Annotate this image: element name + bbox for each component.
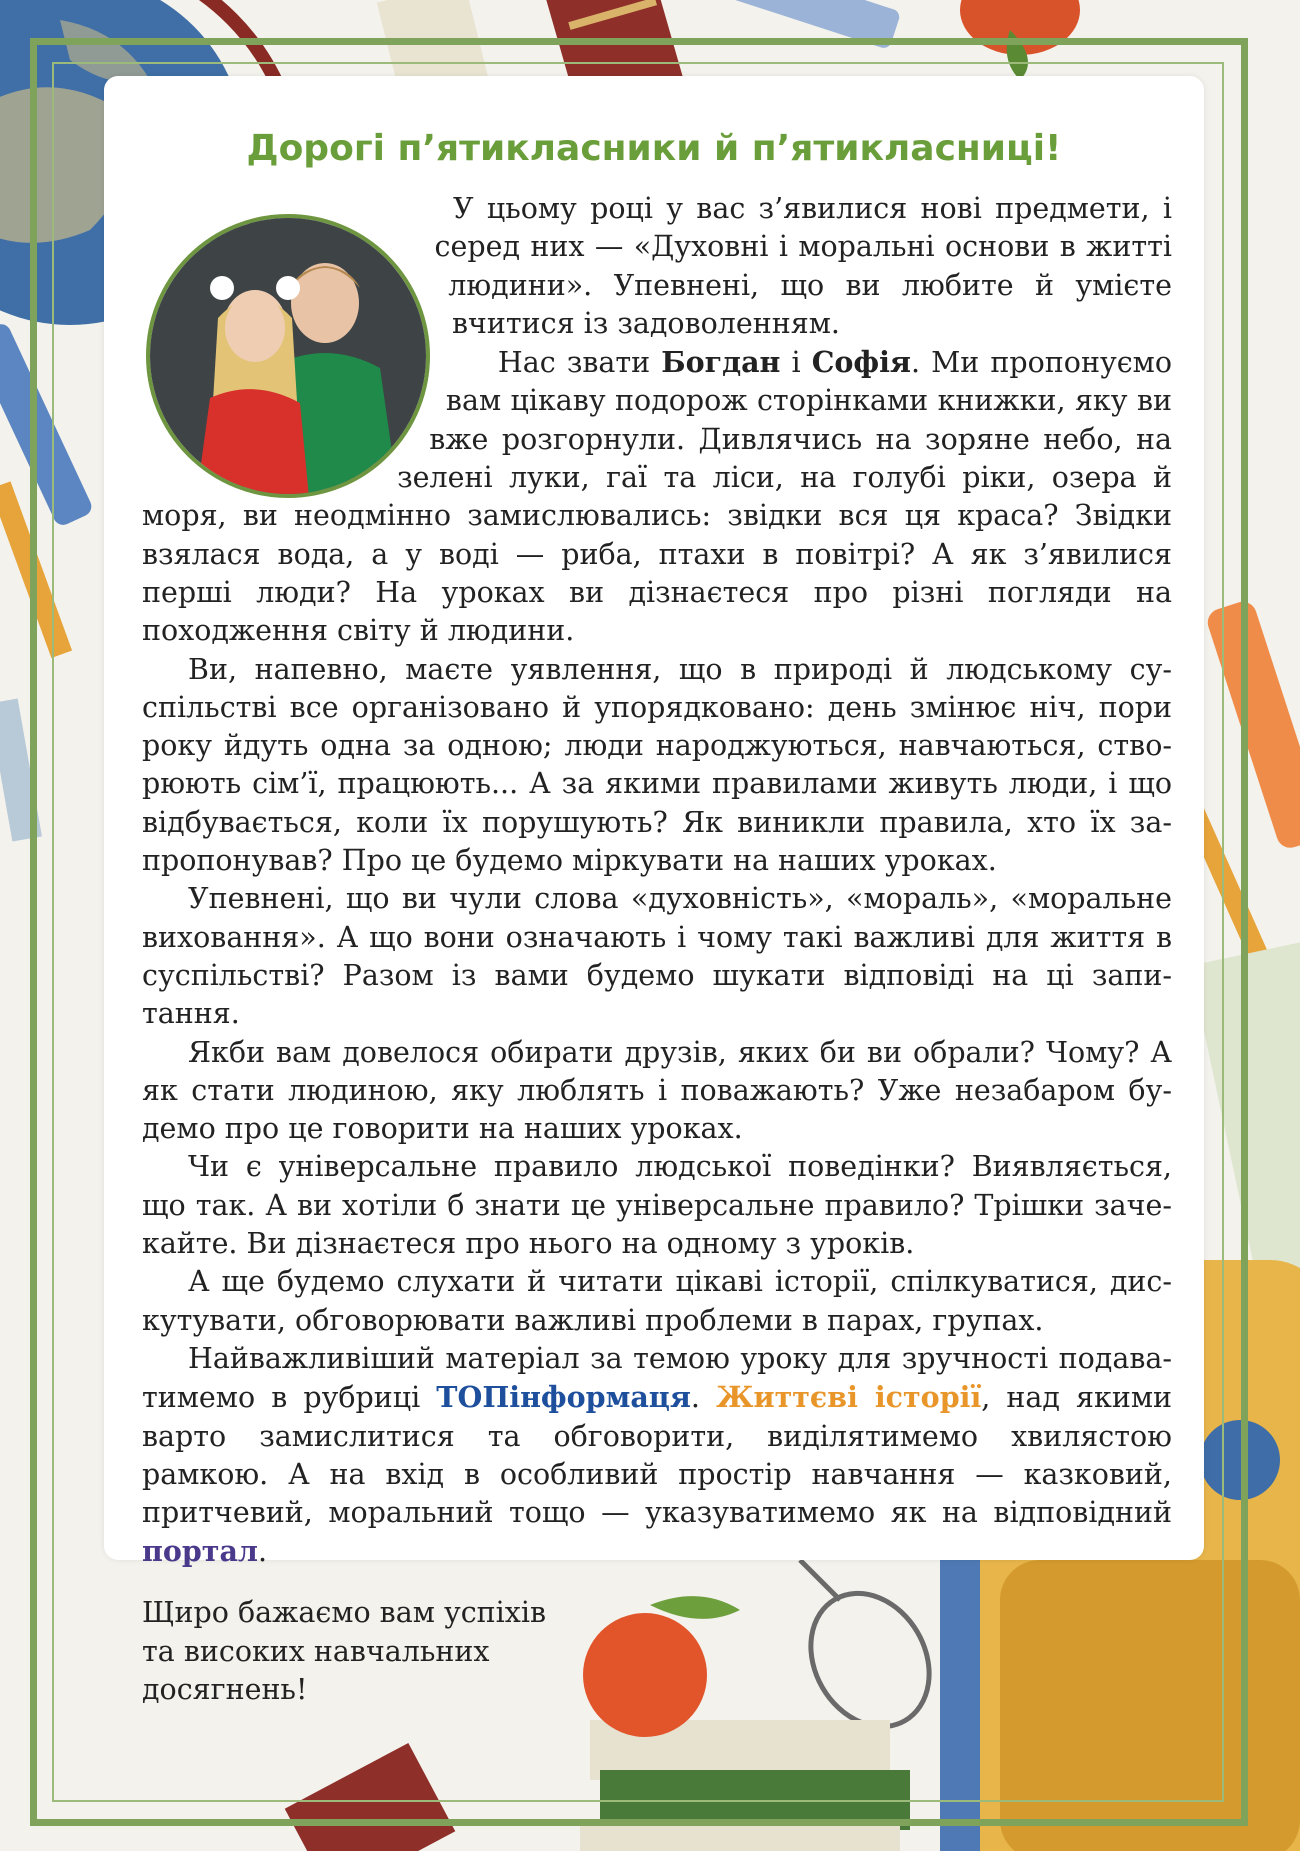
paragraph-7: А ще будемо слухати й читати цікаві історії, спілкуватися, дискутувати, обговорювати важливі проблеми в парах, групах. (142, 1265, 1172, 1337)
paragraph-2-text: . Ми пропонуємо вам цікаву подорож сторінками книжки, яку ви вже розгорнули. Дивлячись на зоряне небо, на зелені луки, гаї та ліси, на голубі ріки, озера й моря, ви неодмінно замислювались: звідки вся ця краса? Звідки взялася вода, а у воді — риба, птахи в повітрі? А як з’явилися перші люди? На уроках ви дізнаєтеся про різні погляди на походження світу й людини. (142, 346, 1172, 648)
portal-label: портал (142, 1534, 259, 1569)
paragraph-8 (142, 1340, 1172, 1572)
paragraph-2-and: і (780, 346, 812, 380)
top-information-label: ТОПінформаця (436, 1380, 691, 1415)
name-bohdan: Богдан (661, 345, 781, 380)
closing-line-2: та високих навчальних (142, 1634, 490, 1668)
closing-wishes (142, 1594, 622, 1710)
paragraph-4: Упевнені, що ви чули слова «духовність», «мораль», «моральне виховання». А що вони означають і чому такі важливі для життя в суспільстві? Разом із вами будемо шукати відповіді на ці запитання. (142, 882, 1172, 1031)
life-stories-label: Життєві історії (716, 1380, 982, 1415)
paragraph-6: Чи є універсальне правило людської поведінки? Виявляється, що так. А ви хотіли б знати це універсальне правило? Трішки зачекайте. Ви дізнаєтеся про нього на одному з уроків. (142, 1150, 1172, 1261)
paragraph-2-intro: Нас звати (497, 346, 662, 380)
closing-line-3: досягнень! (142, 1673, 308, 1706)
letter-card (104, 76, 1204, 1569)
paragraph-1: У цьому році у вас з’явилися нові предмети, і серед них — «Духовні і моральні основи в житті людини». Упевнені, що ви любите й умієте вчитися із задоволенням. (434, 192, 1172, 340)
letter-body (142, 190, 1172, 1572)
paragraph-8-intro: Найважливіший матеріал за темою уроку для зручності подаватимемо в рубриці (142, 1341, 1172, 1415)
paragraph-3: Ви, напевно, маєте уявлення, що в природі й людському суспільстві все організовано й упорядковано: день змінює ніч, пори року йдуть одна за одною; люди народжуються, навчаються, створюють сім’ї, працюють... А за якими правилами живуть люди, і що відбувається, коли їх порушують? Як виникли правила, хто їх запропонував? Про це будемо міркувати на наших уроках. (142, 652, 1172, 878)
paragraph-8-dot: . (690, 1381, 717, 1415)
name-sofiia: Софія (811, 345, 911, 380)
paragraph-8-end: . (258, 1535, 268, 1569)
paragraph-8-text: , над якими варто замислитися та обговорити, виділятимемо хвилястою рамкою. А на вхід в особливий простір навчання — казковий, притчевий, моральний тощо — указуватимемо як на відповідний (142, 1381, 1173, 1530)
page-title: Дорогі п’ятикласники й п’ятикласниці! (246, 128, 1062, 169)
paragraph-5: Якби вам довелося обирати друзів, яких би ви обрали? Чому? А як стати людиною, яку люблять і поважають? Уже незабаром будемо про це говорити на наших уроках. (142, 1035, 1172, 1146)
closing-line-1: Щиро бажаємо вам успіхів (142, 1596, 547, 1629)
